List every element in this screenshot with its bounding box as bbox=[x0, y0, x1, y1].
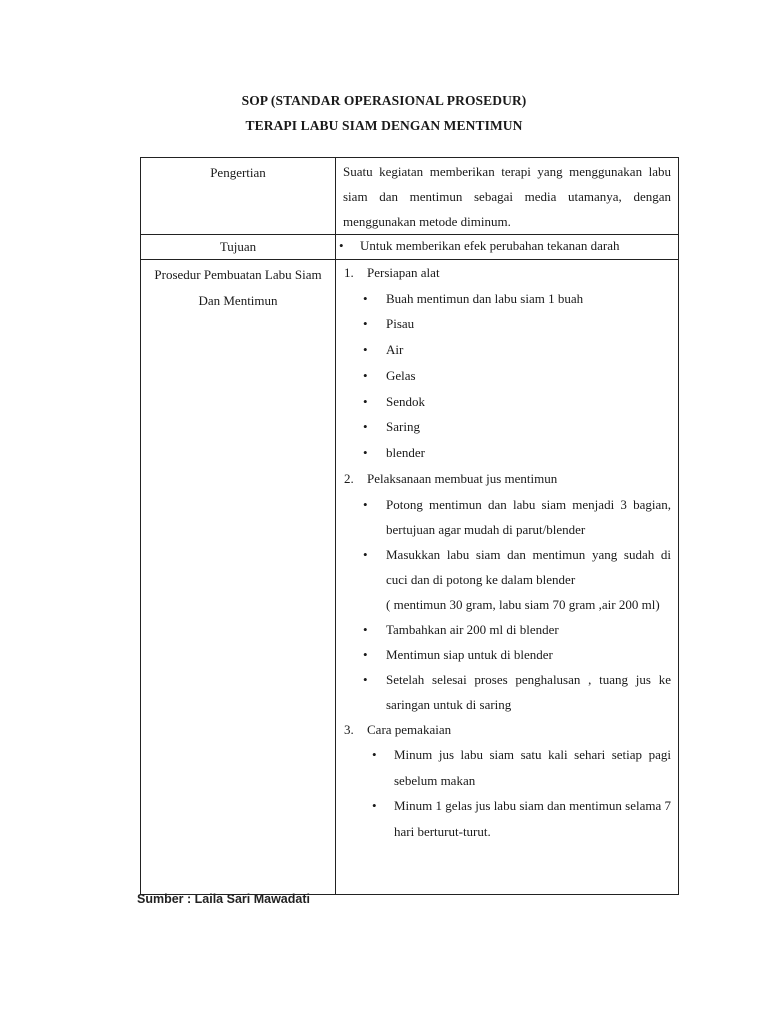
pengertian-label: Pengertian bbox=[210, 165, 266, 180]
list-item-text: blender bbox=[386, 445, 425, 461]
list-item-text: Minum jus labu siam satu kali sehari setiap pagi sebelum makan bbox=[394, 747, 671, 788]
list-item-text: Setelah selesai proses penghalusan , tuang jus ke saringan untuk di saring bbox=[386, 671, 671, 712]
sop-table bbox=[140, 157, 679, 895]
section-title: Persiapan alat bbox=[367, 265, 440, 280]
list-item bbox=[336, 642, 678, 667]
document-title: SOP (STANDAR OPERASIONAL PROSEDUR) bbox=[241, 93, 527, 108]
pengertian-text: Suatu kegiatan memberikan terapi yang menggunakan labu siam dan mentimun sebagai media utamanya, dengan menggunakan metode diminum. bbox=[343, 164, 671, 229]
list-item-text: Gelas bbox=[386, 367, 416, 383]
row-tujuan bbox=[141, 235, 679, 260]
prosedur-label-line1: Prosedur Pembuatan Labu Siam bbox=[154, 267, 322, 282]
section-cara-pemakaian bbox=[336, 718, 678, 743]
list-item bbox=[336, 617, 678, 642]
list-item-text: Mentimun siap untuk di blender bbox=[386, 646, 553, 662]
list-item-note: ( mentimun 30 gram, labu siam 70 gram ,air 200 ml) bbox=[386, 596, 660, 612]
list-item bbox=[336, 414, 678, 440]
bullet-icon: • bbox=[363, 290, 368, 306]
prosedur-label-line2: Dan Mentimun bbox=[198, 292, 278, 308]
bullet-icon: • bbox=[363, 419, 368, 435]
list-pelaksanaan bbox=[336, 492, 678, 717]
list-item-text: Potong mentimun dan labu siam menjadi 3 bagian, bertujuan agar mudah di parut/blender bbox=[386, 496, 671, 537]
bullet-icon: • bbox=[363, 393, 368, 409]
bullet-icon: • bbox=[372, 747, 377, 763]
list-item bbox=[336, 337, 678, 363]
bullet-icon: • bbox=[363, 445, 368, 461]
list-item bbox=[336, 492, 678, 542]
bullet-icon: • bbox=[363, 316, 368, 332]
tujuan-text: Untuk memberikan efek perubahan tekanan darah bbox=[360, 238, 620, 253]
prosedur-label bbox=[141, 260, 335, 313]
section-pelaksanaan bbox=[336, 467, 678, 492]
list-item bbox=[336, 389, 678, 415]
row-prosedur bbox=[141, 260, 679, 895]
list-item bbox=[336, 286, 678, 312]
cell-pengertian-text bbox=[336, 158, 679, 235]
list-item-text: Tambahkan air 200 ml di blender bbox=[386, 621, 559, 637]
cell-prosedur-content bbox=[336, 260, 679, 895]
list-item-text: Masukkan labu siam dan mentimun yang sudah di cuci dan di potong ke dalam blender bbox=[386, 546, 671, 587]
cell-tujuan-label bbox=[141, 235, 336, 260]
list-item-text: Buah mentimun dan labu siam 1 buah bbox=[386, 290, 584, 306]
tujuan-label: Tujuan bbox=[219, 239, 257, 254]
list-alat bbox=[336, 286, 678, 467]
section-number: 1. bbox=[344, 265, 354, 280]
tujuan-item bbox=[336, 235, 678, 257]
cell-prosedur-label bbox=[141, 260, 336, 895]
row-pengertian bbox=[141, 158, 679, 235]
bullet-icon: • bbox=[363, 621, 368, 637]
section-number: 3. bbox=[344, 721, 354, 737]
section-persiapan-alat bbox=[336, 261, 678, 286]
list-item bbox=[336, 311, 678, 337]
document-subtitle: TERAPI LABU SIAM DENGAN MENTIMUN bbox=[245, 118, 523, 133]
list-item bbox=[336, 363, 678, 389]
section-number: 2. bbox=[344, 471, 354, 487]
bullet-icon: • bbox=[363, 342, 368, 358]
list-item-text: Pisau bbox=[386, 316, 415, 332]
list-item-text: Air bbox=[386, 342, 404, 358]
section-title: Pelaksanaan membuat jus mentimun bbox=[367, 471, 558, 487]
list-item-text: Minum 1 gelas jus labu siam dan mentimun selama 7 hari berturut-turut. bbox=[394, 798, 671, 839]
list-item bbox=[336, 793, 678, 844]
section-title: Cara pemakaian bbox=[367, 721, 452, 737]
list-item bbox=[336, 742, 678, 793]
bullet-icon: • bbox=[372, 798, 377, 814]
list-item bbox=[336, 667, 678, 717]
bullet-icon: • bbox=[339, 238, 344, 253]
bullet-icon: • bbox=[363, 671, 368, 687]
bullet-icon: • bbox=[363, 367, 368, 383]
list-item-text: Sendok bbox=[386, 393, 425, 409]
list-item-text: Saring bbox=[386, 419, 420, 435]
bullet-icon: • bbox=[363, 546, 368, 562]
cell-tujuan-text bbox=[336, 235, 679, 260]
source-note: Sumber : Laila Sari Mawadati bbox=[137, 892, 310, 906]
bullet-icon: • bbox=[363, 496, 368, 512]
cell-pengertian-label bbox=[141, 158, 336, 235]
list-item bbox=[336, 542, 678, 617]
list-pemakaian bbox=[336, 742, 678, 844]
list-item bbox=[336, 440, 678, 466]
bullet-icon: • bbox=[363, 646, 368, 662]
